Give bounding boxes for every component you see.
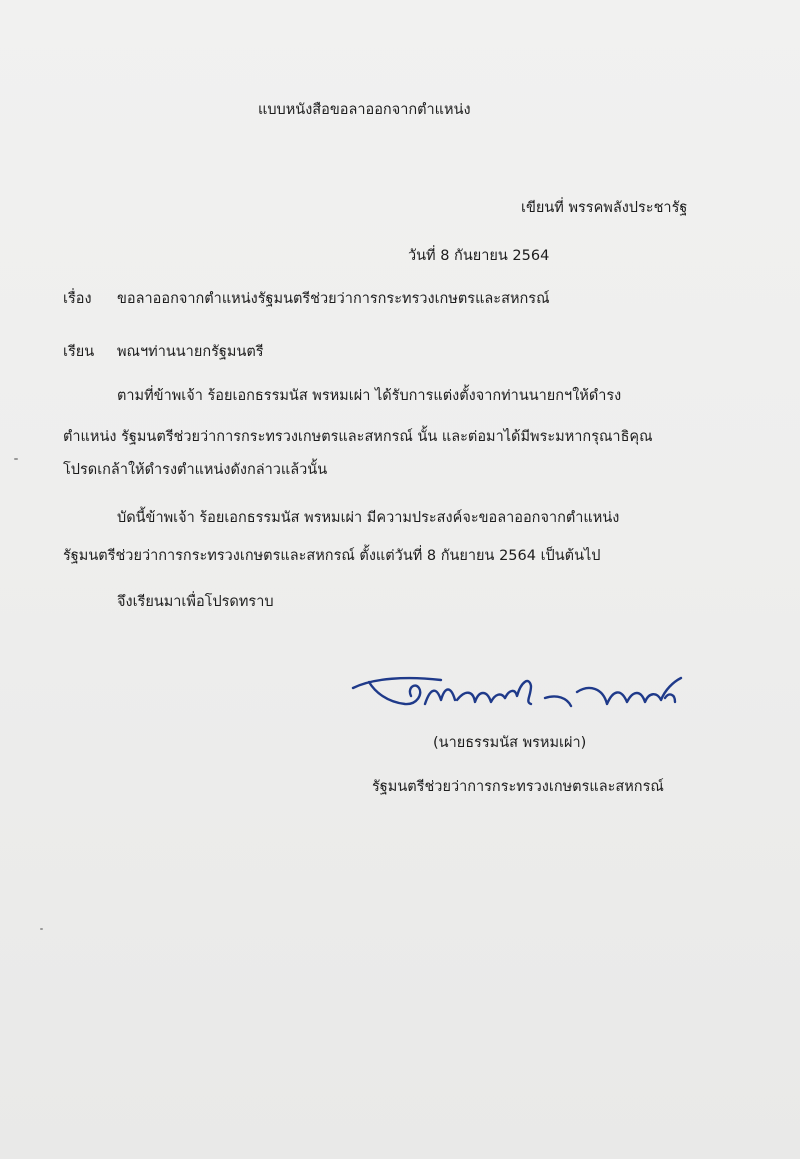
written-at: เขียนที่ พรรคพลังประชารัฐ bbox=[521, 200, 688, 216]
subject-text: ขอลาออกจากตำแหน่งรัฐมนตรีช่วยว่าการกระทรวงเกษตรและสหกรณ์ bbox=[117, 291, 550, 307]
paragraph-2-line-1: บัดนี้ข้าพเจ้า ร้อยเอกธรรมนัส พรหมเผ่า มีความประสงค์จะขอลาออกจากตำแหน่ง bbox=[117, 510, 620, 526]
paragraph-1-line-1: ตามที่ข้าพเจ้า ร้อยเอกธรรมนัส พรหมเผ่า ได้รับการแต่งตั้งจากท่านนายกฯให้ดำรง bbox=[117, 388, 622, 404]
closing-text: จึงเรียนมาเพื่อโปรดทราบ bbox=[117, 594, 274, 610]
recipient-label: เรียน bbox=[63, 344, 95, 360]
document-title: แบบหนังสือขอลาออกจากตำแหน่ง bbox=[258, 102, 471, 118]
recipient-text: พณฯท่านนายกรัฐมนตรี bbox=[117, 344, 264, 360]
paragraph-1-line-3: โปรดเกล้าให้ดำรงตำแหน่งดังกล่าวแล้วนั้น bbox=[63, 462, 328, 478]
paragraph-1-line-2: ตำแหน่ง รัฐมนตรีช่วยว่าการกระทรวงเกษตรและสหกรณ์ นั้น และต่อมาได้มีพระมหากรุณาธิคุณ bbox=[63, 429, 653, 445]
paragraph-2-line-2: รัฐมนตรีช่วยว่าการกระทรวงเกษตรและสหกรณ์ ตั้งแต่วันที่ 8 กันยายน 2564 เป็นต้นไป bbox=[63, 548, 601, 564]
signer-name: (นายธรรมนัส พรหมเผ่า) bbox=[433, 735, 587, 751]
handwritten-signature-icon bbox=[345, 668, 690, 716]
subject-label: เรื่อง bbox=[63, 291, 92, 307]
letter-date: วันที่ 8 กันยายน 2564 bbox=[408, 248, 550, 264]
signer-position: รัฐมนตรีช่วยว่าการกระทรวงเกษตรและสหกรณ์ bbox=[372, 779, 664, 795]
paper-speck bbox=[40, 928, 43, 930]
paper-speck bbox=[14, 458, 18, 460]
